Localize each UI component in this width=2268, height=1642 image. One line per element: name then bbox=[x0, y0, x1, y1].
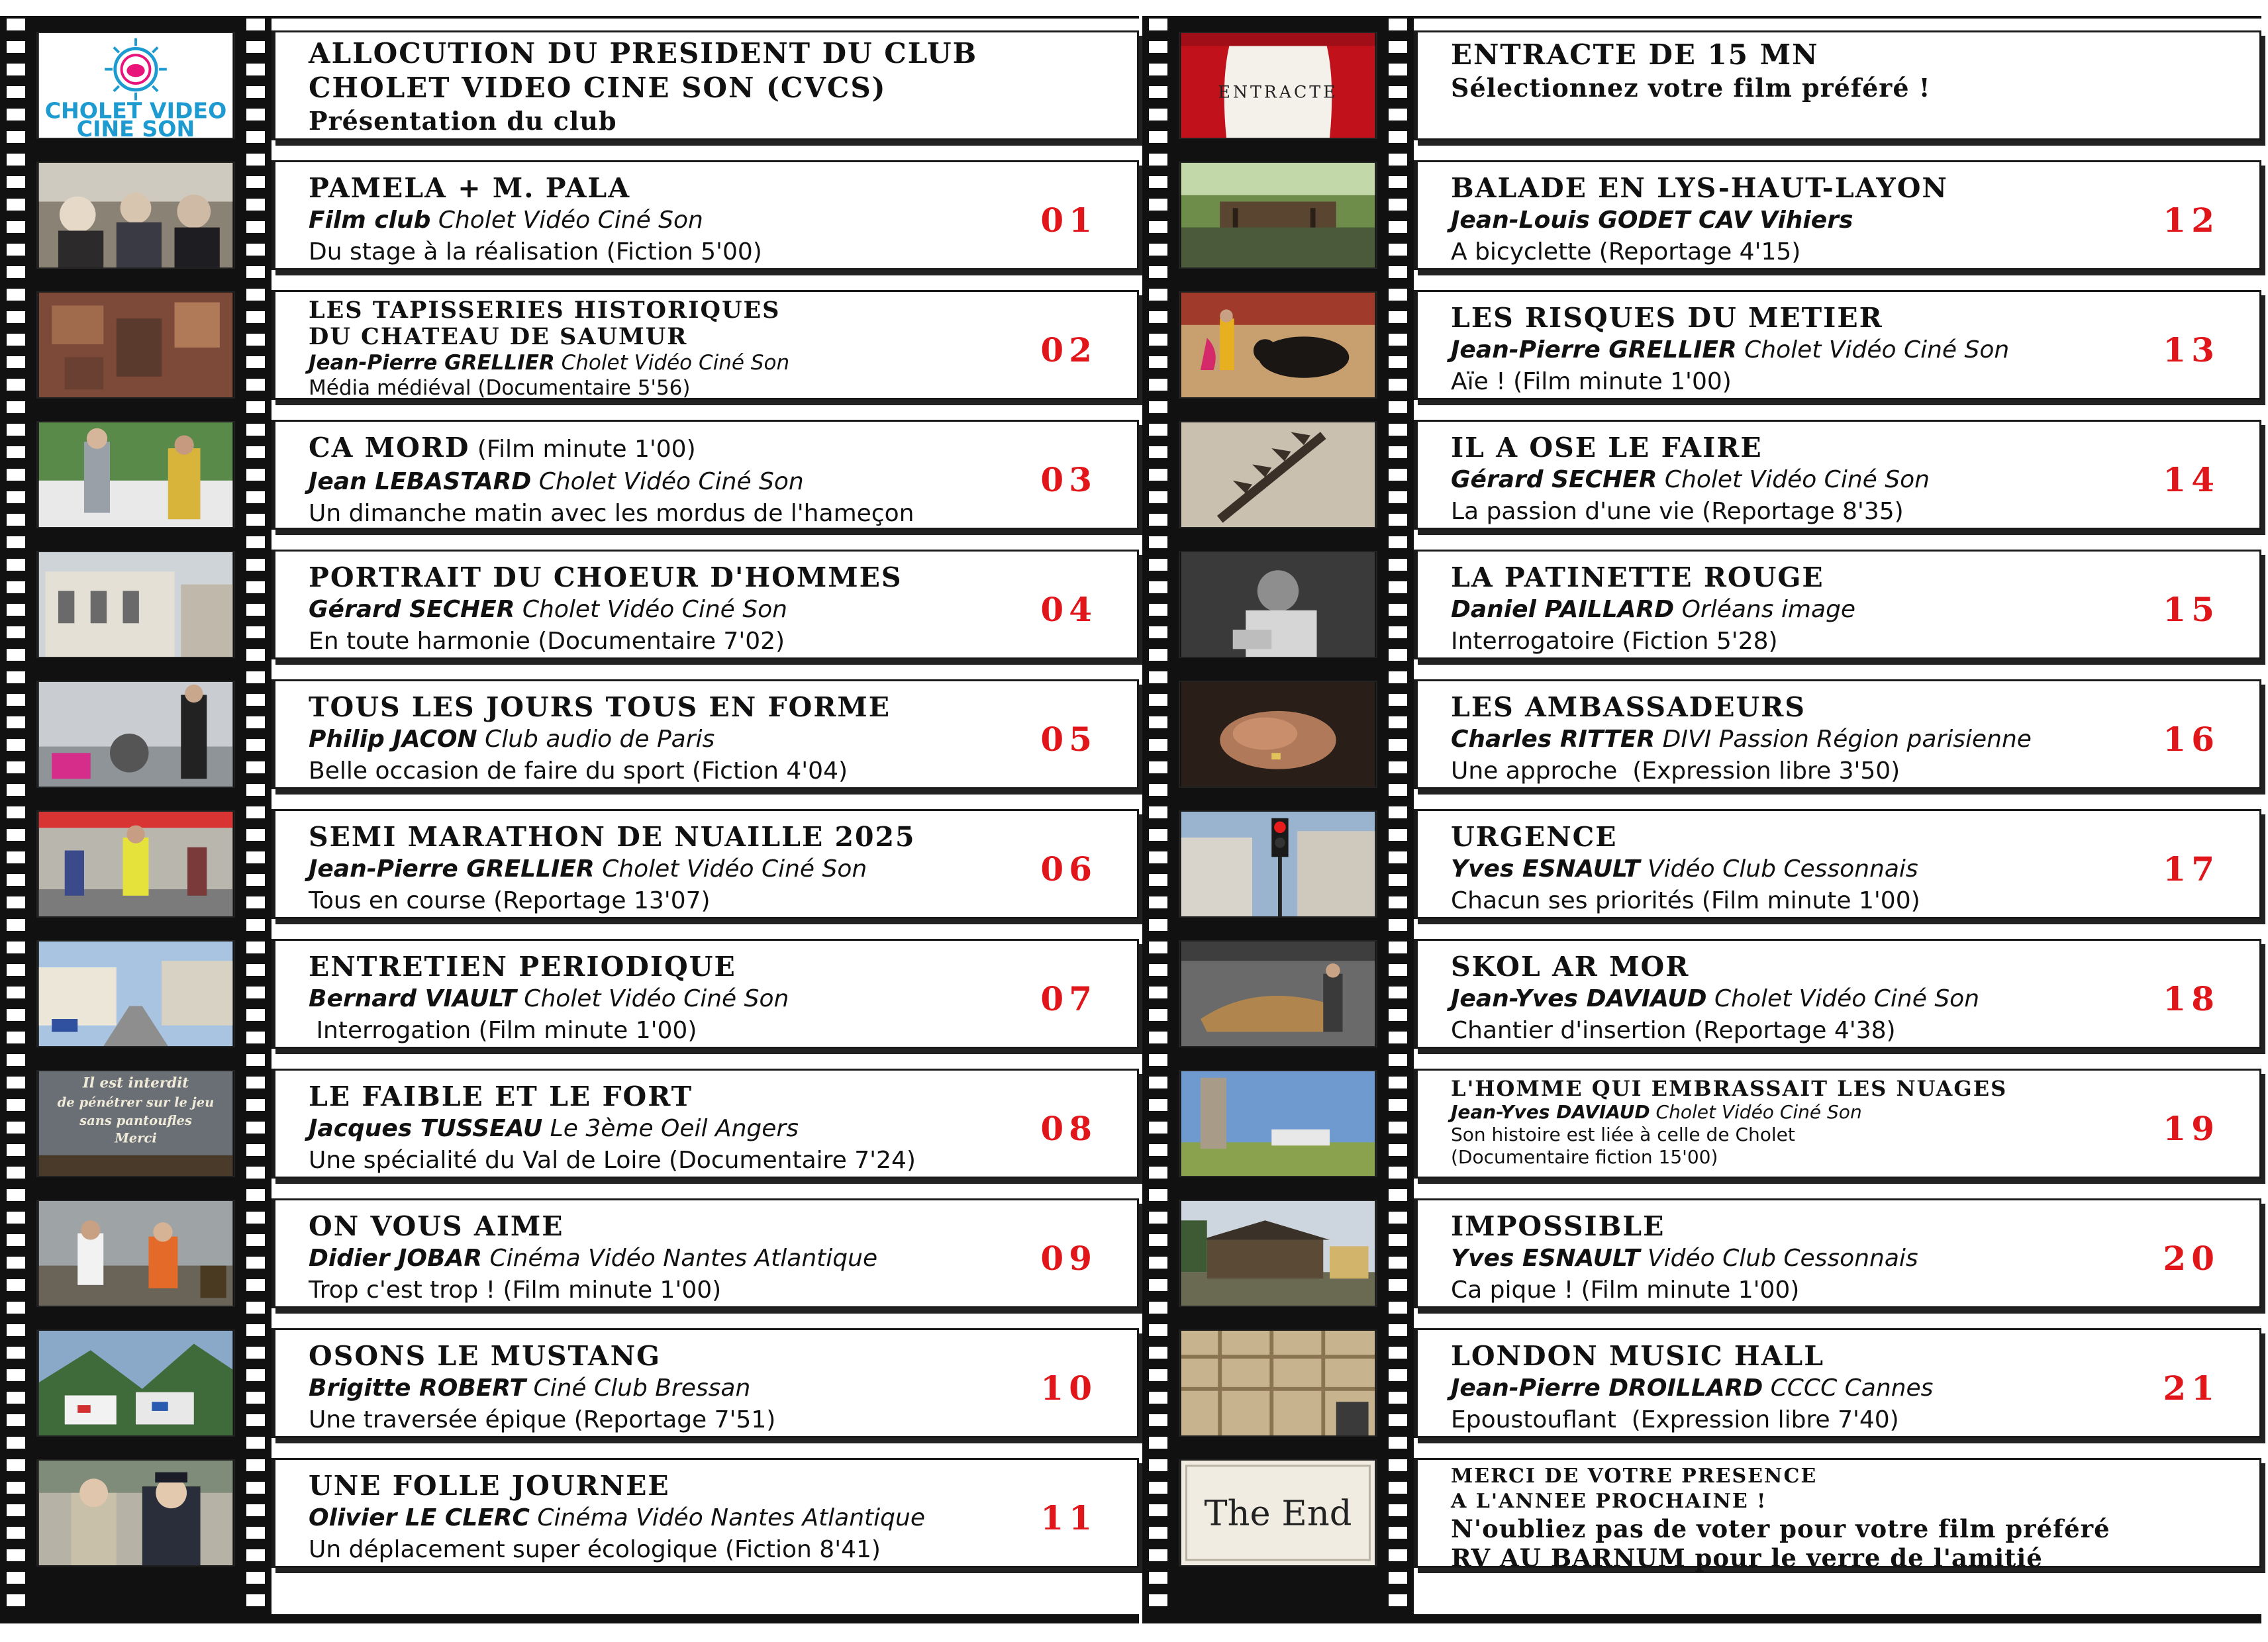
club-logo-icon bbox=[38, 33, 234, 138]
film-description: Belle occasion de faire du sport (Fiction 4'04) bbox=[309, 757, 848, 785]
film-club: CCCC Cannes bbox=[1763, 1375, 1934, 1402]
film-title: ENTRETIEN PERIODIQUE bbox=[309, 951, 736, 983]
film-club: Cholet Vidéo Ciné Son bbox=[515, 596, 787, 623]
film-row-11 bbox=[0, 1453, 1139, 1573]
film-title: LONDON MUSIC HALL bbox=[1451, 1340, 1825, 1372]
film-club: Cholet Vidéo Ciné Son bbox=[1657, 466, 1930, 493]
film-number: 15 bbox=[2163, 590, 2220, 629]
film-club: Cinéma Vidéo Nantes Atlantique bbox=[482, 1245, 878, 1272]
film-author-line bbox=[309, 1113, 1011, 1145]
entry-box bbox=[271, 939, 1139, 1049]
film-author-line bbox=[1451, 983, 2134, 1015]
film-edge-bottom-left bbox=[0, 1614, 1139, 1623]
entracte-title: ENTRACTE DE 15 MN bbox=[1451, 38, 1819, 71]
film-edge-bottom-right bbox=[1142, 1614, 2261, 1623]
film-row-13 bbox=[1142, 285, 2261, 405]
entry-box bbox=[1414, 160, 2261, 270]
thanks-line: MERCI DE VOTRE PRESENCE bbox=[1451, 1465, 1818, 1488]
film-row-09 bbox=[0, 1193, 1139, 1314]
svg-text:CHOLET VIDEO: CHOLET VIDEO bbox=[44, 97, 227, 124]
film-author: Brigitte ROBERT bbox=[309, 1375, 526, 1402]
film-description: Chantier d'insertion (Reportage 4'38) bbox=[1451, 1017, 1896, 1044]
header-row-entracte bbox=[1142, 25, 2261, 146]
film-club: Cholet Vidéo Ciné Son bbox=[1650, 1101, 1862, 1123]
film-club: DIVI Passion Région parisienne bbox=[1655, 726, 2032, 753]
film-number: 21 bbox=[2163, 1369, 2220, 1408]
entry-box bbox=[1414, 809, 2261, 919]
film-club: Cinéma Vidéo Nantes Atlantique bbox=[529, 1504, 925, 1531]
film-author: Jean-Pierre GRELLIER bbox=[309, 855, 595, 883]
film-title: CA MORD bbox=[309, 432, 470, 463]
film-author-line bbox=[309, 1373, 1011, 1404]
film-club: Vidéo Club Cessonnais bbox=[1640, 855, 1918, 883]
film-row-10 bbox=[0, 1323, 1139, 1443]
entry-box bbox=[271, 1328, 1139, 1438]
film-row-12 bbox=[1142, 155, 2261, 275]
header-row-president bbox=[0, 25, 1139, 146]
curtain-icon bbox=[1180, 33, 1376, 138]
film-description: Une spécialité du Val de Loire (Documentaire 7'24) bbox=[309, 1147, 916, 1174]
film-club: Orléans image bbox=[1674, 596, 1856, 623]
film-number: 19 bbox=[2163, 1109, 2220, 1148]
film-title: PORTRAIT DU CHOEUR D'HOMMES bbox=[309, 561, 903, 593]
film-title: LES AMBASSADEURS bbox=[1451, 691, 1806, 723]
film-author-line bbox=[1451, 594, 2134, 626]
film-thumbnail bbox=[36, 421, 235, 528]
entry-box bbox=[271, 160, 1139, 270]
film-title: LA PATINETTE ROUGE bbox=[1451, 561, 1824, 593]
film-author: Charles RITTER bbox=[1451, 726, 1655, 753]
film-number: 03 bbox=[1040, 460, 1097, 499]
entry-box bbox=[1414, 1458, 2261, 1572]
film-number: 04 bbox=[1040, 590, 1097, 629]
entry-box bbox=[1414, 290, 2261, 400]
vote-reminder-line: N'oubliez pas de voter pour votre film préféré bbox=[1451, 1514, 2110, 1543]
film-club: CAV Vihiers bbox=[1690, 207, 1853, 234]
film-description: Chacun ses priorités (Film minute 1'00) bbox=[1451, 887, 1920, 914]
film-row-07 bbox=[0, 934, 1139, 1054]
film-title: OSONS LE MUSTANG bbox=[309, 1340, 662, 1372]
film-thumbnail bbox=[36, 940, 235, 1047]
film-thumbnail bbox=[36, 1329, 235, 1437]
entry-box bbox=[271, 1069, 1139, 1179]
film-thumbnail bbox=[1179, 291, 1377, 399]
film-thumbnail bbox=[1179, 940, 1377, 1047]
barnum-line: RV AU BARNUM pour le verre de l'amitié bbox=[1451, 1543, 2043, 1572]
film-description: Interrogatoire (Fiction 5'28) bbox=[1451, 628, 1778, 655]
entry-box bbox=[271, 290, 1139, 400]
film-author: Jean-Louis GODET bbox=[1451, 207, 1691, 234]
film-thumbnail bbox=[1179, 551, 1377, 658]
film-club: Cholet Vidéo Ciné Son bbox=[554, 351, 790, 375]
entry-box bbox=[271, 809, 1139, 919]
film-row-20 bbox=[1142, 1193, 2261, 1314]
film-thumbnail bbox=[1179, 1070, 1377, 1177]
film-description: A bicyclette (Reportage 4'15) bbox=[1451, 238, 1801, 266]
entry-box bbox=[271, 30, 1139, 140]
film-author: Jean-Pierre GRELLIER bbox=[309, 351, 555, 375]
film-description: Une traversée épique (Reportage 7'51) bbox=[309, 1406, 776, 1433]
film-thumbnail bbox=[36, 810, 235, 918]
film-number: 13 bbox=[2163, 330, 2220, 369]
film-author: Yves ESNAULT bbox=[1451, 855, 1640, 883]
film-row-02 bbox=[0, 285, 1139, 405]
film-author-line bbox=[1451, 205, 2134, 236]
film-author-line bbox=[309, 1502, 1011, 1534]
film-number: 09 bbox=[1040, 1239, 1097, 1278]
film-author: Didier JOBAR bbox=[309, 1245, 483, 1272]
film-author-line bbox=[1451, 1243, 2134, 1275]
film-title: LES TAPISSERIES HISTORIQUES bbox=[309, 297, 781, 324]
film-author-line bbox=[1451, 1373, 2134, 1404]
header-subtitle: Présentation du club bbox=[309, 106, 617, 136]
film-number: 06 bbox=[1040, 849, 1097, 889]
film-thumbnail bbox=[1179, 810, 1377, 918]
film-title: URGENCE bbox=[1451, 821, 1618, 853]
film-author: Jean LEBASTARD bbox=[309, 468, 532, 495]
film-club: Cholet Vidéo Ciné Son bbox=[516, 985, 789, 1012]
film-title-suffix: (Film minute 1'00) bbox=[469, 436, 696, 463]
film-title: SKOL AR MOR bbox=[1451, 951, 1690, 983]
film-description: Son histoire est liée à celle de Cholet bbox=[1451, 1124, 1795, 1145]
entracte-thumbnail bbox=[1179, 32, 1377, 139]
film-author-line bbox=[309, 724, 1011, 755]
entracte-subtitle: Sélectionnez votre film préféré ! bbox=[1451, 73, 1931, 103]
film-author-line bbox=[309, 466, 1011, 498]
programme-column-right bbox=[1142, 19, 2261, 1623]
film-number: 11 bbox=[1040, 1498, 1097, 1537]
film-number: 08 bbox=[1040, 1109, 1097, 1148]
film-author: Jacques TUSSEAU bbox=[309, 1115, 543, 1142]
film-club: Cholet Vidéo Ciné Son bbox=[594, 855, 867, 883]
film-thumbnail bbox=[1179, 162, 1377, 269]
film-title: IMPOSSIBLE bbox=[1451, 1210, 1665, 1242]
film-description: Média médiéval (Documentaire 5'56) bbox=[309, 376, 691, 400]
film-author-line bbox=[309, 350, 1011, 375]
film-thumbnail bbox=[36, 681, 235, 788]
film-author-line bbox=[309, 983, 1011, 1015]
entry-box bbox=[1414, 30, 2261, 140]
film-number: 14 bbox=[2163, 460, 2220, 499]
entry-box bbox=[271, 550, 1139, 659]
film-description: Du stage à la réalisation (Fiction 5'00) bbox=[309, 238, 762, 266]
film-thumbnail bbox=[36, 1070, 235, 1177]
film-description: Aïe ! (Film minute 1'00) bbox=[1451, 368, 1732, 395]
programme-column-left bbox=[0, 19, 1139, 1623]
film-author: Bernard VIAULT bbox=[309, 985, 517, 1012]
film-author: Film club bbox=[309, 207, 431, 234]
film-title: L'HOMME QUI EMBRASSAIT LES NUAGES bbox=[1451, 1076, 2008, 1101]
film-club: Cholet Vidéo Ciné Son bbox=[1736, 336, 2010, 363]
entry-box bbox=[1414, 420, 2261, 530]
closing-row bbox=[1142, 1453, 2261, 1573]
film-author-line bbox=[1451, 334, 2134, 366]
film-description: Un déplacement super écologique (Fiction 8'41) bbox=[309, 1536, 881, 1563]
entry-box bbox=[1414, 679, 2261, 789]
film-club: Cholet Vidéo Ciné Son bbox=[430, 207, 703, 234]
film-title: IL A OSE LE FAIRE bbox=[1451, 432, 1763, 463]
film-number: 10 bbox=[1040, 1369, 1097, 1408]
film-title: LE FAIBLE ET LE FORT bbox=[309, 1081, 693, 1112]
film-author: Jean-Yves DAVIAUD bbox=[1451, 985, 1707, 1012]
header-title-line1: ALLOCUTION DU PRESIDENT DU CLUB bbox=[309, 37, 978, 70]
film-thumbnail bbox=[1179, 681, 1377, 788]
film-description: Interrogation (Film minute 1'00) bbox=[309, 1017, 697, 1044]
film-title: TOUS LES JOURS TOUS EN FORME bbox=[309, 691, 891, 723]
film-row-05 bbox=[0, 674, 1139, 795]
film-number: 05 bbox=[1040, 720, 1097, 759]
film-description: Epoustouflant (Expression libre 7'40) bbox=[1451, 1406, 1899, 1433]
film-author-line bbox=[309, 1243, 1011, 1275]
film-description: Une approche (Expression libre 3'50) bbox=[1451, 757, 1900, 785]
film-row-19 bbox=[1142, 1063, 2261, 1184]
club-logo-thumbnail bbox=[36, 32, 235, 139]
svg-text:ENTRACTE: ENTRACTE bbox=[1218, 81, 1338, 102]
film-club: Cholet Vidéo Ciné Son bbox=[531, 468, 804, 495]
film-author: Gérard SECHER bbox=[309, 596, 515, 623]
film-title-line2: DU CHATEAU DE SAUMUR bbox=[309, 323, 688, 350]
film-row-01 bbox=[0, 155, 1139, 275]
film-club: Cholet Vidéo Ciné Son bbox=[1706, 985, 1980, 1012]
film-author-line bbox=[1451, 853, 2134, 885]
film-title: UNE FOLLE JOURNEE bbox=[309, 1470, 670, 1502]
svg-text:CINE SON: CINE SON bbox=[76, 116, 195, 138]
svg-text:The End: The End bbox=[1204, 1493, 1352, 1534]
svg-text:Merci: Merci bbox=[115, 1130, 157, 1146]
header-title-line2: CHOLET VIDEO CINE SON (CVCS) bbox=[309, 72, 887, 104]
film-row-08 bbox=[0, 1063, 1139, 1184]
film-thumbnail bbox=[1179, 1200, 1377, 1307]
film-number: 01 bbox=[1040, 201, 1097, 240]
film-club: Vidéo Club Cessonnais bbox=[1640, 1245, 1918, 1272]
film-description: Ca pique ! (Film minute 1'00) bbox=[1451, 1277, 1800, 1304]
film-number: 02 bbox=[1040, 330, 1097, 369]
film-row-16 bbox=[1142, 674, 2261, 795]
film-description: Un dimanche matin avec les mordus de l'hameçon bbox=[309, 500, 914, 527]
entry-box bbox=[271, 1458, 1139, 1568]
film-author-line bbox=[1451, 464, 2134, 496]
film-author: Jean-Yves DAVIAUD bbox=[1451, 1101, 1650, 1123]
film-thumbnail bbox=[36, 1200, 235, 1307]
film-row-06 bbox=[0, 804, 1139, 924]
film-author: Jean-Pierre DROILLARD bbox=[1451, 1375, 1763, 1402]
film-description-line2: (Documentaire fiction 15'00) bbox=[1451, 1146, 1718, 1168]
film-number: 07 bbox=[1040, 979, 1097, 1018]
film-row-04 bbox=[0, 544, 1139, 665]
film-row-21 bbox=[1142, 1323, 2261, 1443]
entry-box bbox=[1414, 1069, 2261, 1179]
film-author-line bbox=[309, 594, 1011, 626]
film-author-line bbox=[309, 853, 1011, 885]
the-end-icon bbox=[1180, 1461, 1376, 1565]
film-author-line bbox=[1451, 1101, 2134, 1124]
entry-box bbox=[1414, 1198, 2261, 1308]
film-author-line bbox=[309, 205, 1011, 236]
film-row-14 bbox=[1142, 414, 2261, 535]
entry-box bbox=[271, 679, 1139, 789]
film-number: 18 bbox=[2163, 979, 2220, 1018]
film-thumbnail bbox=[36, 1459, 235, 1567]
entry-box bbox=[1414, 550, 2261, 659]
film-description: Tous en course (Reportage 13'07) bbox=[309, 887, 711, 914]
entry-box bbox=[1414, 939, 2261, 1049]
film-number: 17 bbox=[2163, 849, 2220, 889]
film-title: BALADE EN LYS-HAUT-LAYON bbox=[1451, 172, 1948, 204]
film-description: En toute harmonie (Documentaire 7'02) bbox=[309, 628, 785, 655]
the-end-thumbnail bbox=[1179, 1459, 1377, 1567]
film-description: Trop c'est trop ! (Film minute 1'00) bbox=[309, 1277, 722, 1304]
film-club: Le 3ème Oeil Angers bbox=[542, 1115, 799, 1142]
film-author: Gérard SECHER bbox=[1451, 466, 1657, 493]
film-thumbnail bbox=[36, 291, 235, 399]
film-title-line bbox=[309, 431, 1011, 466]
entry-box bbox=[271, 1198, 1139, 1308]
film-author: Olivier LE CLERC bbox=[309, 1504, 530, 1531]
svg-text:sans pantoufles: sans pantoufles bbox=[79, 1112, 192, 1128]
film-title: LES RISQUES DU METIER bbox=[1451, 302, 1883, 334]
film-club: Ciné Club Bressan bbox=[526, 1375, 751, 1402]
film-title: PAMELA + M. PALA bbox=[309, 172, 631, 204]
film-number: 12 bbox=[2163, 201, 2220, 240]
entry-box bbox=[271, 420, 1139, 530]
film-thumbnail bbox=[36, 551, 235, 658]
film-thumbnail bbox=[1179, 421, 1377, 528]
film-author: Daniel PAILLARD bbox=[1451, 596, 1675, 623]
film-row-15 bbox=[1142, 544, 2261, 665]
film-title: SEMI MARATHON DE NUAILLE 2025 bbox=[309, 821, 916, 853]
film-row-18 bbox=[1142, 934, 2261, 1054]
film-author: Philip JACON bbox=[309, 726, 477, 753]
film-thumbnail bbox=[36, 162, 235, 269]
film-row-03 bbox=[0, 414, 1139, 535]
film-number: 16 bbox=[2163, 720, 2220, 759]
svg-text:Il est interdit: Il est interdit bbox=[82, 1075, 189, 1092]
film-author: Jean-Pierre GRELLIER bbox=[1451, 336, 1737, 363]
entry-box bbox=[1414, 1328, 2261, 1438]
film-author-line bbox=[1451, 724, 2134, 755]
svg-text:de pénétrer sur le jeu: de pénétrer sur le jeu bbox=[57, 1094, 215, 1110]
next-year-line: A L'ANNEE PROCHAINE ! bbox=[1451, 1490, 1767, 1513]
film-thumbnail bbox=[1179, 1329, 1377, 1437]
film-author: Yves ESNAULT bbox=[1451, 1245, 1640, 1272]
film-number: 20 bbox=[2163, 1239, 2220, 1278]
film-row-17 bbox=[1142, 804, 2261, 924]
film-club: Club audio de Paris bbox=[477, 726, 715, 753]
film-description: La passion d'une vie (Reportage 8'35) bbox=[1451, 498, 1904, 525]
film-title: ON VOUS AIME bbox=[309, 1210, 564, 1242]
